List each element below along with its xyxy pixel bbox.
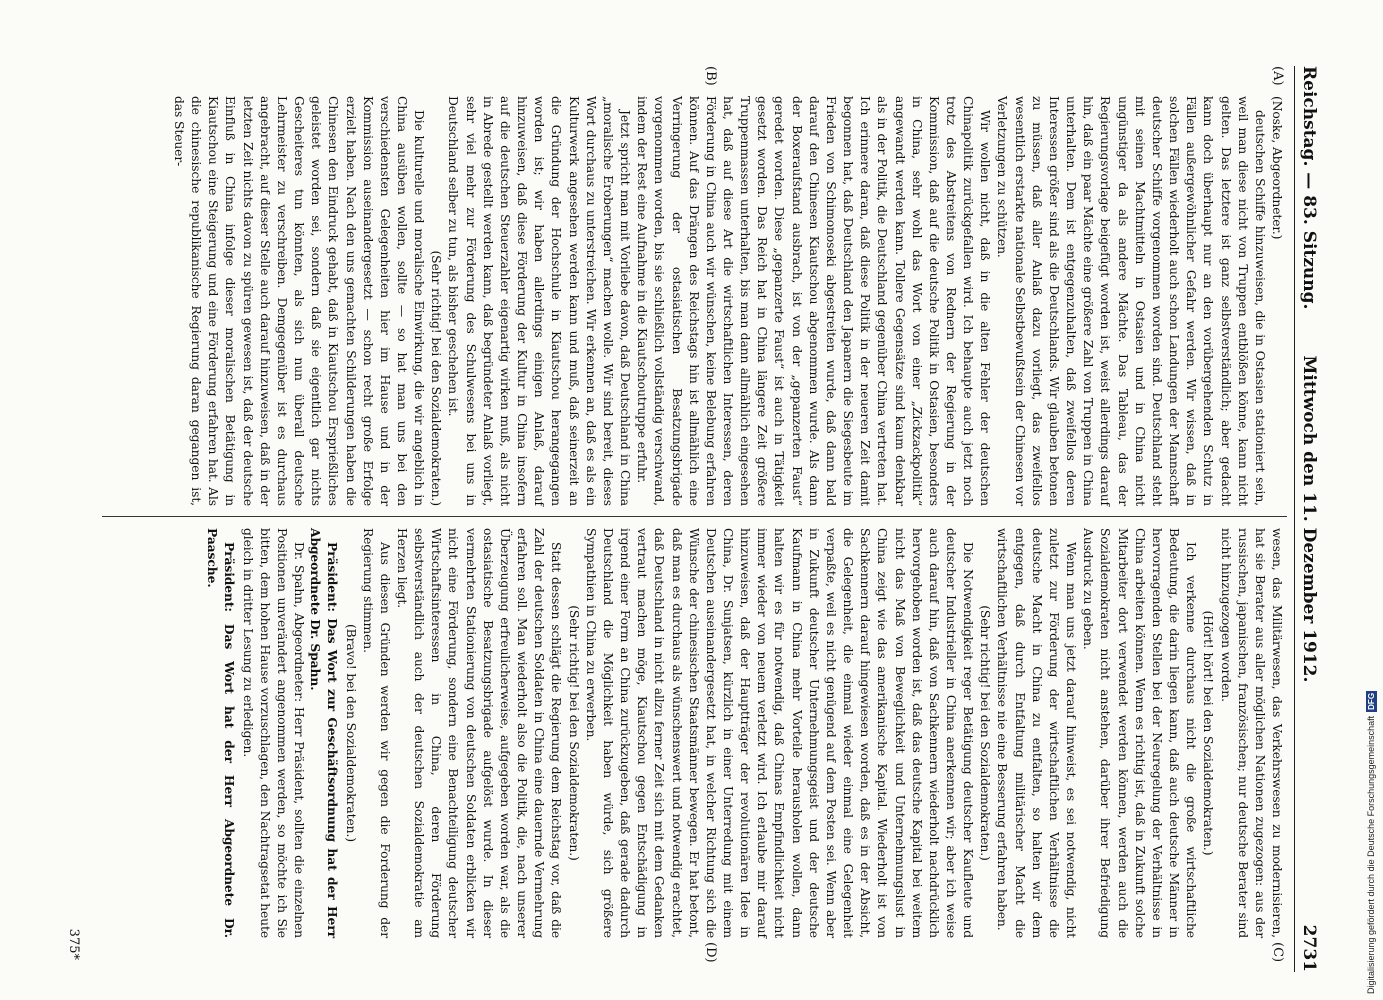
paragraph: Aus diesen Gründen werden wir gegen die Forderung der Regierung stimmen.: [360, 528, 392, 938]
interjection: (Sehr richtig! bei den Sozialdemokraten.): [978, 605, 993, 861]
right-column: [204, 528, 1285, 938]
paragraph: Dr. Spahn, Abgeordneter: Herr Präsident, sollten die einzelnen Positionen unverändert angenommen werden, so möchte ich Sie bitten, dem hohen Hause vorzuschlagen, den Nachtragsetat heute gleich in dritter Lesung zu erledigen.: [240, 528, 307, 938]
president-remark: Präsident: Das Wort hat der Herr Abgeordnete Dr. Paasche.: [205, 528, 238, 938]
paragraph: Die kulturelle und moralische Einwirkung, die wir angeblich in China ausüben wollen, sollte — so hat man uns bei den verschiedensten Gelegenheiten hier im Hause und in der Kommission auseinandergesetzt — schon recht große Erfolge erzielt haben. Nach den uns gemachten Schilderungen haben die Chinesen den Eindruck gehabt, daß in Kiautschou Ersprießliches geleistet worden sei, sondern daß sie eigentlich gar nichts Gescheiteres tun könnten, als sich nun überall deutsche Lehrmeister zu verschreiben. Demgegenüber ist es durchaus angebracht, auf dieser Stelle auch darauf hinzuweisen, daß in der letzten Zeit nichts davon zu spüren gewesen ist, daß der deutsche Einfluß in China infolge dieser moralischen Betätigung in Kiautschou eine Steigerung und eine Förderung erfahren hat. Als die chinesische republikanische Regierung daran gegangen ist, das Steuer-: [172, 96, 427, 506]
paragraph: Ich verkenne durchaus nicht die große wirtschaftliche Bedeutung, die darin liegen kann, daß auch deutsche Männer in hervorragenden Stellen bei der Neuregelung der Verhältnisse in China arbeiten können. Wenn es richtig ist, daß in Zukunft solche Mitarbeiter dort verwendet werden können, werden auch die Sozialdemokraten nicht anstehen, darüber ihrer Befriedigung Ausdruck zu geben.: [1081, 528, 1199, 938]
paragraph: wesen, das Militärwesen, das Verkehrswesen zu modernisieren, hat sie Berater aus aller möglichen Nationen zugezogen: aus der russischen, japanischen, französischen; nur deutsche Berater sind nicht hinzugezogen worden.: [1218, 528, 1284, 938]
paragraph: Die Notwendigkeit reger Betätigung deutscher Kaufleute und deutscher Industrieller in China anerkennen wir; aber ich weise auch darauf hin, daß von Sachkennern wiederholt nachdrücklich hervorgehoben worden ist, daß das deutsche Kapital bei weitem nicht das Maß von Beweglichkeit und Unternehmungslust in China zeigt wie das amerikanische Kapital. Wiederholt ist von Sachkennern darauf hingewiesen worden, daß es in der Absicht, die Gelegenheit, die einmal wieder einmal eine Gelegenheit verpaßte, weil es nicht genügend auf dem Posten sei. Wenn aber in Zukunft deutscher Unternehmungsgeist und der deutsche Kaufmann in China mehr Vorteile herausholen wollen, dann halten wir es für notwendig, daß Chinas Empfindlichkeit nicht immer wieder von neuem verletzt wird. Ich erlaube mir darauf hinzuweisen, daß der Hauptträger der revolutionären Idee in China, Dr. Sunjatsen, kürzlich in einer Unterredung mit einem Deutschen auseinandergesetzt hat, in welcher Richtung sich die Wünsche der chinesischen Staatsmänner bewegen. Er hat betont, daß man es durchaus als wünschenswert und notwendig erachtet, daß Deutschland in nicht allzu ferner Zeit sich mit dem Gedanken vertraut machen möge, Kiautschou gegen Entschädigung in irgend einer Form an China zurückzugeben, daß gerade dadurch Deutschland die Möglichkeit haben würde, sich größere Sympathien in China zu erwerben.: [583, 528, 976, 938]
paragraph: Jetzt spricht man mit Vorliebe davon, daß Deutschland in China „moralische Eroberungen“ machen wolle. Wir sind bereit, dieses Wort durchaus zu unterstreichen. Wir erkennen an, daß es als ein Kulturwerk angesehen werden kann und muß, daß seinerzeit an die Gründung der Hochschule in Kiautschou herangegangen worden ist; wir haben allerdings einigen Anlaß, darauf hinzuweisen, daß diese Förderung der Kultur in China insofern auf die deutschen Steuerzahler eigenartig wirken muß, als nicht in Abrede gestellt werden kann, daß begründeter Anlaß vorliegt, sehr viel mehr zur Förderung des Schulwesens bei uns in Deutschland selber zu tun, als bisher geschehen ist.: [446, 96, 633, 506]
margin-mark-c: (C): [1270, 942, 1285, 963]
paragraph: Wir wollen nicht, daß in die alten Fehler der deutschen Chinapolitik zurückgefallen wird. Ich behaupte auch jetzt noch trotz des Abstreitens von Rednern der Regierung in der Kommission, daß auf die deutsche Politik in Ostasien, besonders in China, sehr wohl das Wort von einer „Zickzackpolitik“ angewandt werden kann. Tollere Gegensätze sind kaum denkbar als in der Politik, die Deutschland gegenüber China vertreten hat. Ich erinnere daran, daß diese Politik in der neueren Zeit damit begonnen hat, daß Deutschland den Japanern die Siegesbeute im Frieden von Schimonoseki abgestreiten wurde, daß dann bald darauf den Chinesen Kiautschou abgenommen wurde. Als dann der Boxeraufstand ausbrach, ist von der „gepanzerten Faust“ geredet worden. Diese „gepanzerte Faust“ ist auch in Tätigkeit gesetzt worden. Das Reich hat in China längere Zeit größere Truppenmassen unterhalten, bis man dann allmählich eingesehen hat, daß auf diese Art die wirtschaftlichen Interessen, deren Förderung in China auch wir wünschen, keine Belebung erfahren können. Auf das Drängen des Reichstags hin ist allmählich eine Verringerung der ostasiatischen Besatzungsbrigade vorgenommen worden, bis sie schließlich vollständig verschwand, indem der Rest eine Aufnahme in die Kiautschoutruppe erfuhr.: [635, 96, 993, 506]
margin-mark-d: (D): [703, 942, 718, 963]
speaker-heading: (Noske, Abgeordneter.): [1270, 96, 1284, 240]
interjection: (Sehr richtig! bei den Sozialdemokraten.): [566, 605, 581, 861]
column-divider: [102, 516, 1287, 517]
president-remark: Präsident: Das Wort zur Geschäftsordnung hat der Herr Abgeordnete Dr. Spahn.: [308, 528, 341, 938]
header-session: Reichstag. — 83. Sitzung.: [1299, 66, 1319, 310]
paragraph: Statt dessen schlägt die Regierung dem Reichstag vor, daß die Zahl der deutschen Soldaten in China eine dauernde Vermehrung erfahren soll. Man wiederholt also die Politik, die, nach unserer Überzeugung erfreulicherweise, aufgegeben worden war, als die ostasiatische Besatzungsbrigade aufgelöst wurde. In dieser vermehrten Stationierung von deutschen Soldaten erblicken wir nicht eine Förderung, sondern eine Benachteiligung deutscher Wirtschaftsinteressen in China, deren Förderung selbstverständlich auch der deutschen Sozialdemokratie am Herzen liegt.: [395, 528, 564, 938]
header-date: Mittwoch den 11. Dezember 1912.: [1299, 355, 1319, 683]
dfg-logo: DFG: [1367, 692, 1376, 710]
margin-mark-a: (A): [1270, 66, 1285, 86]
paragraph: Wenn man uns jetzt darauf hinweist, es sei notwendig, nicht zuletzt zur Förderung der wirtschaftlichen Verhältnisse die deutsche Macht in China zu entfalten, so halten wir dem entgegen, daß durch Entfaltung militärischer Macht die wirtschaftlichen Verhältnisse nie eine Besserung erfahren haben.: [995, 528, 1079, 938]
page-header: [1294, 66, 1325, 972]
paragraph: deutschen Schiffe hinzuweisen, die in Ostasien stationiert sein, weil man diese nicht von Truppen entblößen könne, kann nicht gelten. Das letztere ist ganz selbstverständlich; aber gedacht kann doch überhaupt nur an den vorübergehenden Schutz in Fällen außergewöhnlicher Gefahr werden. Wir wissen, daß in solchen Fällen wiederholt auch schon Landungen der Mannschaft deutscher Schiffe vorgenommen worden sind. Deutschland steht mit seinen Machtmitteln in Ostasien und in China nicht ungünstiger da als andere Mächte. Das Tableau, das der Regierungsvorlage beigefügt worden ist, weist allerdings darauf hin, daß ein paar Mächte eine größere Zahl von Truppen in China unterhalten. Dem ist entgegenzuhalten, daß zweifellos deren Interessen größer sind als die Deutschlands. Wir glauben betonen zu müssen, daß aller Anlaß dazu vorliegt, das zweifellos wesentlich erstarkte nationale Selbstbewußtsein der Chinesen vor Verletzungen zu schützen.: [995, 96, 1267, 506]
interjection: (Hört! hört! bei den Sozialdemokraten.): [1201, 610, 1216, 856]
header-page-number: 2731: [1299, 924, 1319, 972]
signature-code: 375*: [66, 928, 81, 960]
left-column: [170, 96, 1285, 506]
margin-mark-b: (B): [703, 66, 718, 86]
digitization-note-text: Digitalisierung gefördert durch die Deutsche Forschungsgemeinschaft: [1366, 715, 1376, 994]
interjection: (Sehr richtig! bei den Sozialdemokraten.): [429, 250, 444, 506]
interjection: (Bravo! bei den Sozialdemokraten.): [343, 623, 358, 843]
digitization-note: [1366, 691, 1377, 994]
